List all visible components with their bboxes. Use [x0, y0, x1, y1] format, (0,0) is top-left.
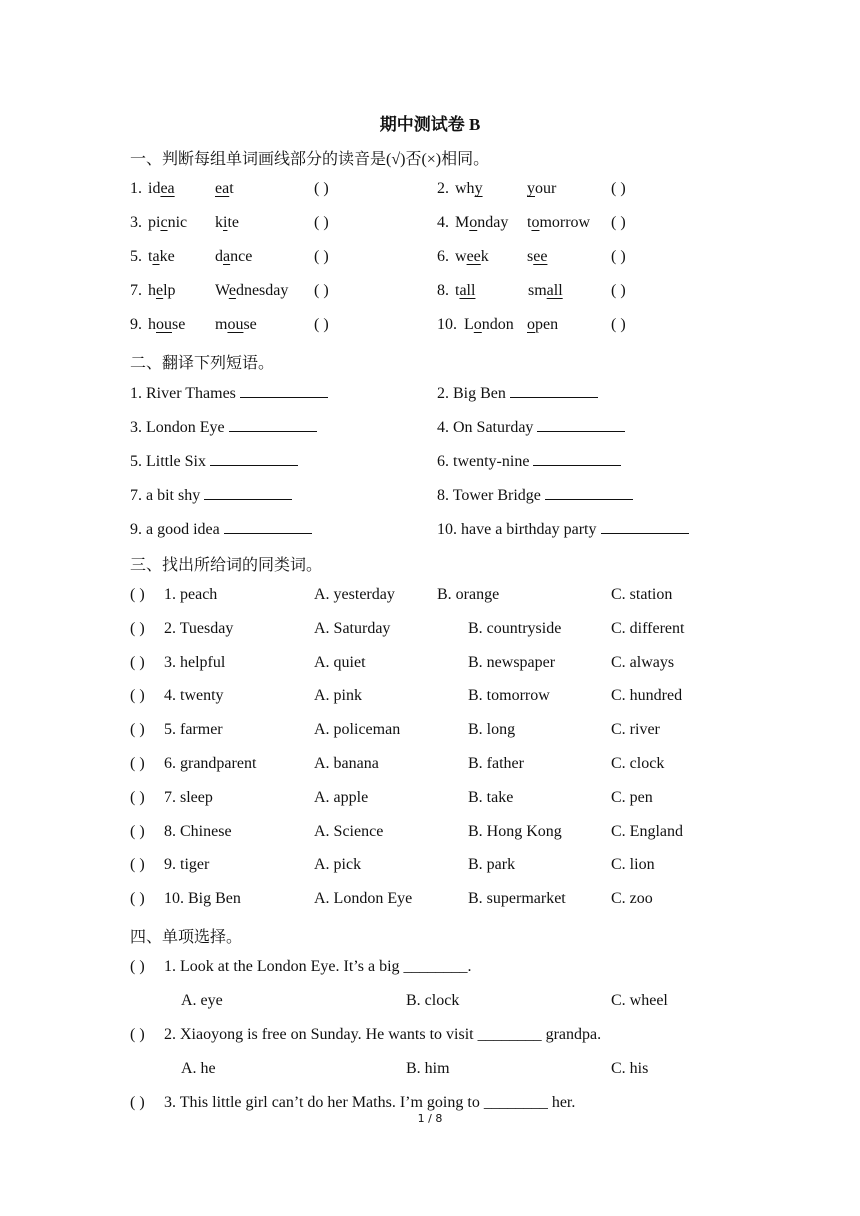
word-2 [215, 214, 239, 232]
word-part: morrow [539, 214, 591, 231]
answer-paren: ( ) [130, 788, 145, 806]
option-b: B. park [468, 856, 516, 874]
answer-blank[interactable] [533, 451, 621, 466]
word-part: sm [528, 282, 547, 299]
word-part: t [148, 248, 153, 265]
option-a: A. he [181, 1060, 216, 1077]
underlined-letters: all [546, 282, 563, 299]
question-text: 2. Xiaoyong is free on Sunday. He wants to visit ________ grandpa. [164, 1026, 602, 1043]
page-number: 1 / 8 [417, 1112, 443, 1125]
option-a: A. London Eye [314, 890, 413, 908]
answer-paren: ( ) [130, 586, 145, 603]
word-2 [215, 180, 234, 198]
option-a: A. Science [314, 822, 384, 840]
word-part: t [527, 214, 532, 231]
answer-paren: ( ) [130, 755, 145, 772]
question-text: 3. This little girl can’t do her Maths. I’m going to ________ her. [164, 1094, 576, 1111]
underlined-letters: ea [160, 180, 175, 197]
option-c: C. pen [611, 788, 653, 806]
option-c: C. hundred [611, 687, 683, 705]
item-number: 4. [437, 214, 449, 231]
underlined-letters: e [228, 282, 236, 299]
underlined-letters: o [527, 316, 535, 333]
option-b: B. father [468, 755, 524, 772]
word-part: lp [163, 282, 176, 299]
word-part: t [455, 282, 460, 299]
page-title: 期中测试卷 B [379, 115, 481, 134]
word-part: d [215, 248, 223, 265]
phrase-text: 4. On Saturday [437, 419, 538, 436]
phrase-item [130, 417, 317, 437]
underlined-letters: ou [227, 316, 244, 333]
phrase-item [437, 451, 621, 471]
answer-paren: ( ) [130, 687, 145, 705]
option-b: B. tomorrow [468, 687, 550, 705]
option-c: C. England [611, 822, 683, 840]
underlined-letters: a [152, 248, 160, 265]
answer-paren: ( ) [314, 214, 329, 231]
word-part: h [148, 282, 156, 299]
answer-paren: ( ) [314, 316, 329, 333]
phrase-item [130, 383, 328, 403]
word-2 [527, 180, 556, 198]
phrase-text: 8. Tower Bridge [437, 487, 545, 504]
word-part: id [148, 180, 161, 197]
word-1 [148, 316, 185, 334]
word-part: se [172, 316, 186, 333]
word-2 [527, 316, 558, 334]
word-1 [148, 180, 175, 198]
word-part: L [464, 316, 474, 333]
underlined-letters: o [531, 214, 540, 231]
item-number: 3. [130, 214, 142, 231]
word-part: ndon [481, 316, 514, 333]
underlined-letters: o [469, 214, 478, 231]
word-part: se [243, 316, 257, 333]
question-word: 3. helpful [164, 653, 226, 671]
question-word: 4. twenty [164, 687, 224, 705]
option-b: B. newspaper [468, 653, 556, 671]
answer-paren: ( ) [314, 282, 329, 299]
word-part: pi [148, 214, 161, 231]
answer-paren: ( ) [611, 316, 626, 333]
word-part: dnesday [235, 282, 289, 299]
option-b: B. supermarket [468, 890, 566, 908]
phrase-text: 7. a bit shy [130, 487, 205, 504]
option-c: C. clock [611, 755, 665, 772]
phrase-item [437, 417, 625, 437]
question-word: 5. farmer [164, 721, 223, 739]
phrase-text: 5. Little Six [130, 453, 210, 470]
item-number: 1. [130, 180, 142, 197]
section-4-heading: 四、单项选择。 [130, 929, 243, 946]
answer-paren: ( ) [130, 619, 145, 637]
answer-blank[interactable] [229, 417, 317, 432]
word-2 [528, 282, 563, 300]
word-part: m [215, 316, 228, 333]
answer-paren: ( ) [611, 214, 626, 231]
option-a: A. policeman [314, 721, 401, 739]
answer-blank[interactable] [601, 519, 689, 534]
word-part: our [535, 180, 557, 197]
word-2 [215, 316, 257, 334]
option-b: B. clock [406, 992, 460, 1009]
option-a: A. pick [314, 856, 362, 874]
option-a: A. quiet [314, 653, 366, 671]
item-number: 8. [437, 282, 449, 299]
underlined-letters: y [527, 180, 535, 197]
option-b: B. him [406, 1060, 450, 1077]
underlined-letters: all [459, 282, 476, 299]
answer-paren: ( ) [611, 248, 626, 265]
answer-paren: ( ) [130, 653, 145, 671]
word-part: wh [455, 180, 475, 197]
answer-paren: ( ) [130, 822, 145, 840]
phrase-item [130, 485, 292, 505]
question-word: 8. Chinese [164, 822, 232, 840]
option-b: B. take [468, 788, 514, 806]
underlined-letters: ee [533, 248, 548, 265]
option-a: A. pink [314, 687, 362, 705]
word-1 [148, 248, 175, 266]
section-3-heading: 三、找出所给词的同类词。 [130, 557, 323, 574]
option-c: C. wheel [611, 992, 668, 1009]
phrase-text: 1. River Thames [130, 385, 240, 402]
answer-blank[interactable] [204, 485, 292, 500]
option-c: C. his [611, 1060, 649, 1077]
question-word: 1. peach [164, 586, 218, 603]
item-number: 10. [437, 316, 457, 333]
word-part: t [229, 180, 234, 197]
word-2 [527, 248, 547, 266]
answer-paren: ( ) [130, 856, 145, 874]
word-2 [215, 282, 288, 300]
answer-paren: ( ) [130, 1094, 145, 1111]
word-part: k [480, 248, 489, 265]
word-part: M [455, 214, 470, 231]
option-a: A. apple [314, 788, 369, 806]
answer-blank[interactable] [224, 519, 312, 534]
word-part: nday [477, 214, 509, 231]
phrase-item [437, 519, 689, 539]
word-part: pen [535, 316, 559, 333]
word-part: te [227, 214, 239, 231]
word-part: W [215, 282, 229, 299]
answer-blank[interactable] [545, 485, 633, 500]
word-1 [455, 180, 483, 198]
option-c: C. river [611, 721, 660, 739]
option-c: C. different [611, 619, 685, 637]
phrase-text: 2. Big Ben [437, 385, 510, 402]
word-2 [527, 214, 590, 232]
item-number: 2. [437, 180, 449, 197]
phrase-text: 6. twenty-nine [437, 453, 534, 470]
word-part: ke [159, 248, 175, 265]
underlined-letters: o [473, 316, 482, 333]
word-part: w [455, 248, 467, 265]
question-word: 9. tiger [164, 856, 210, 874]
underlined-letters: e [156, 282, 164, 299]
answer-paren: ( ) [130, 721, 145, 739]
answer-paren: ( ) [611, 180, 626, 197]
option-b: B. orange [437, 586, 500, 603]
answer-blank[interactable] [510, 383, 598, 398]
word-1 [148, 214, 187, 232]
item-number: 5. [130, 248, 142, 265]
section-1-heading: 一、判断每组单词画线部分的读音是(√)否(×)相同。 [130, 151, 490, 168]
phrase-text: 10. have a birthday party [437, 521, 601, 538]
word-part: k [215, 214, 223, 231]
underlined-letters: c [160, 214, 168, 231]
option-c: C. always [611, 653, 675, 671]
phrase-item [437, 383, 598, 403]
answer-paren: ( ) [130, 1026, 145, 1043]
question-word: 10. Big Ben [164, 890, 241, 908]
phrase-item [130, 519, 312, 539]
question-word: 2. Tuesday [164, 619, 234, 637]
option-b: B. countryside [468, 619, 562, 637]
underlined-letters: i [223, 214, 228, 231]
word-1 [455, 248, 489, 266]
option-a: A. eye [181, 992, 223, 1009]
word-1 [455, 282, 475, 300]
answer-paren: ( ) [130, 890, 145, 908]
underlined-letters: ou [156, 316, 172, 333]
word-1 [148, 282, 176, 300]
underlined-letters: y [474, 180, 483, 197]
question-text: 1. Look at the London Eye. It’s a big ________. [164, 958, 472, 975]
word-1 [455, 214, 508, 232]
word-part: s [527, 248, 534, 265]
phrase-item [437, 485, 633, 505]
answer-paren: ( ) [130, 958, 145, 975]
option-b: B. Hong Kong [468, 822, 562, 840]
question-word: 6. grandparent [164, 755, 257, 772]
answer-paren: ( ) [314, 180, 329, 197]
answer-blank[interactable] [537, 417, 625, 432]
item-number: 7. [130, 282, 142, 299]
option-a: A. banana [314, 755, 379, 772]
answer-paren: ( ) [314, 248, 329, 265]
item-number: 9. [130, 316, 142, 333]
option-c: C. lion [611, 856, 655, 874]
option-b: B. long [468, 721, 516, 739]
option-a: A. yesterday [314, 586, 395, 603]
phrase-item [130, 451, 298, 471]
underlined-letters: ea [215, 180, 230, 197]
underlined-letters: ee [466, 248, 481, 265]
option-c: C. station [611, 586, 673, 603]
answer-blank[interactable] [210, 451, 298, 466]
word-part: nic [167, 214, 188, 231]
phrase-text: 9. a good idea [130, 521, 224, 538]
answer-blank[interactable] [240, 383, 328, 398]
question-word: 7. sleep [164, 788, 213, 806]
phrase-text: 3. London Eye [130, 419, 229, 436]
option-a: A. Saturday [314, 619, 391, 637]
option-c: C. zoo [611, 890, 653, 908]
answer-paren: ( ) [611, 282, 626, 299]
word-part: h [148, 316, 156, 333]
item-number: 6. [437, 248, 449, 265]
underlined-letters: a [223, 248, 231, 265]
word-1 [464, 316, 514, 334]
word-part: nce [230, 248, 253, 265]
section-2-heading: 二、翻译下列短语。 [130, 355, 275, 372]
word-2 [215, 248, 252, 266]
